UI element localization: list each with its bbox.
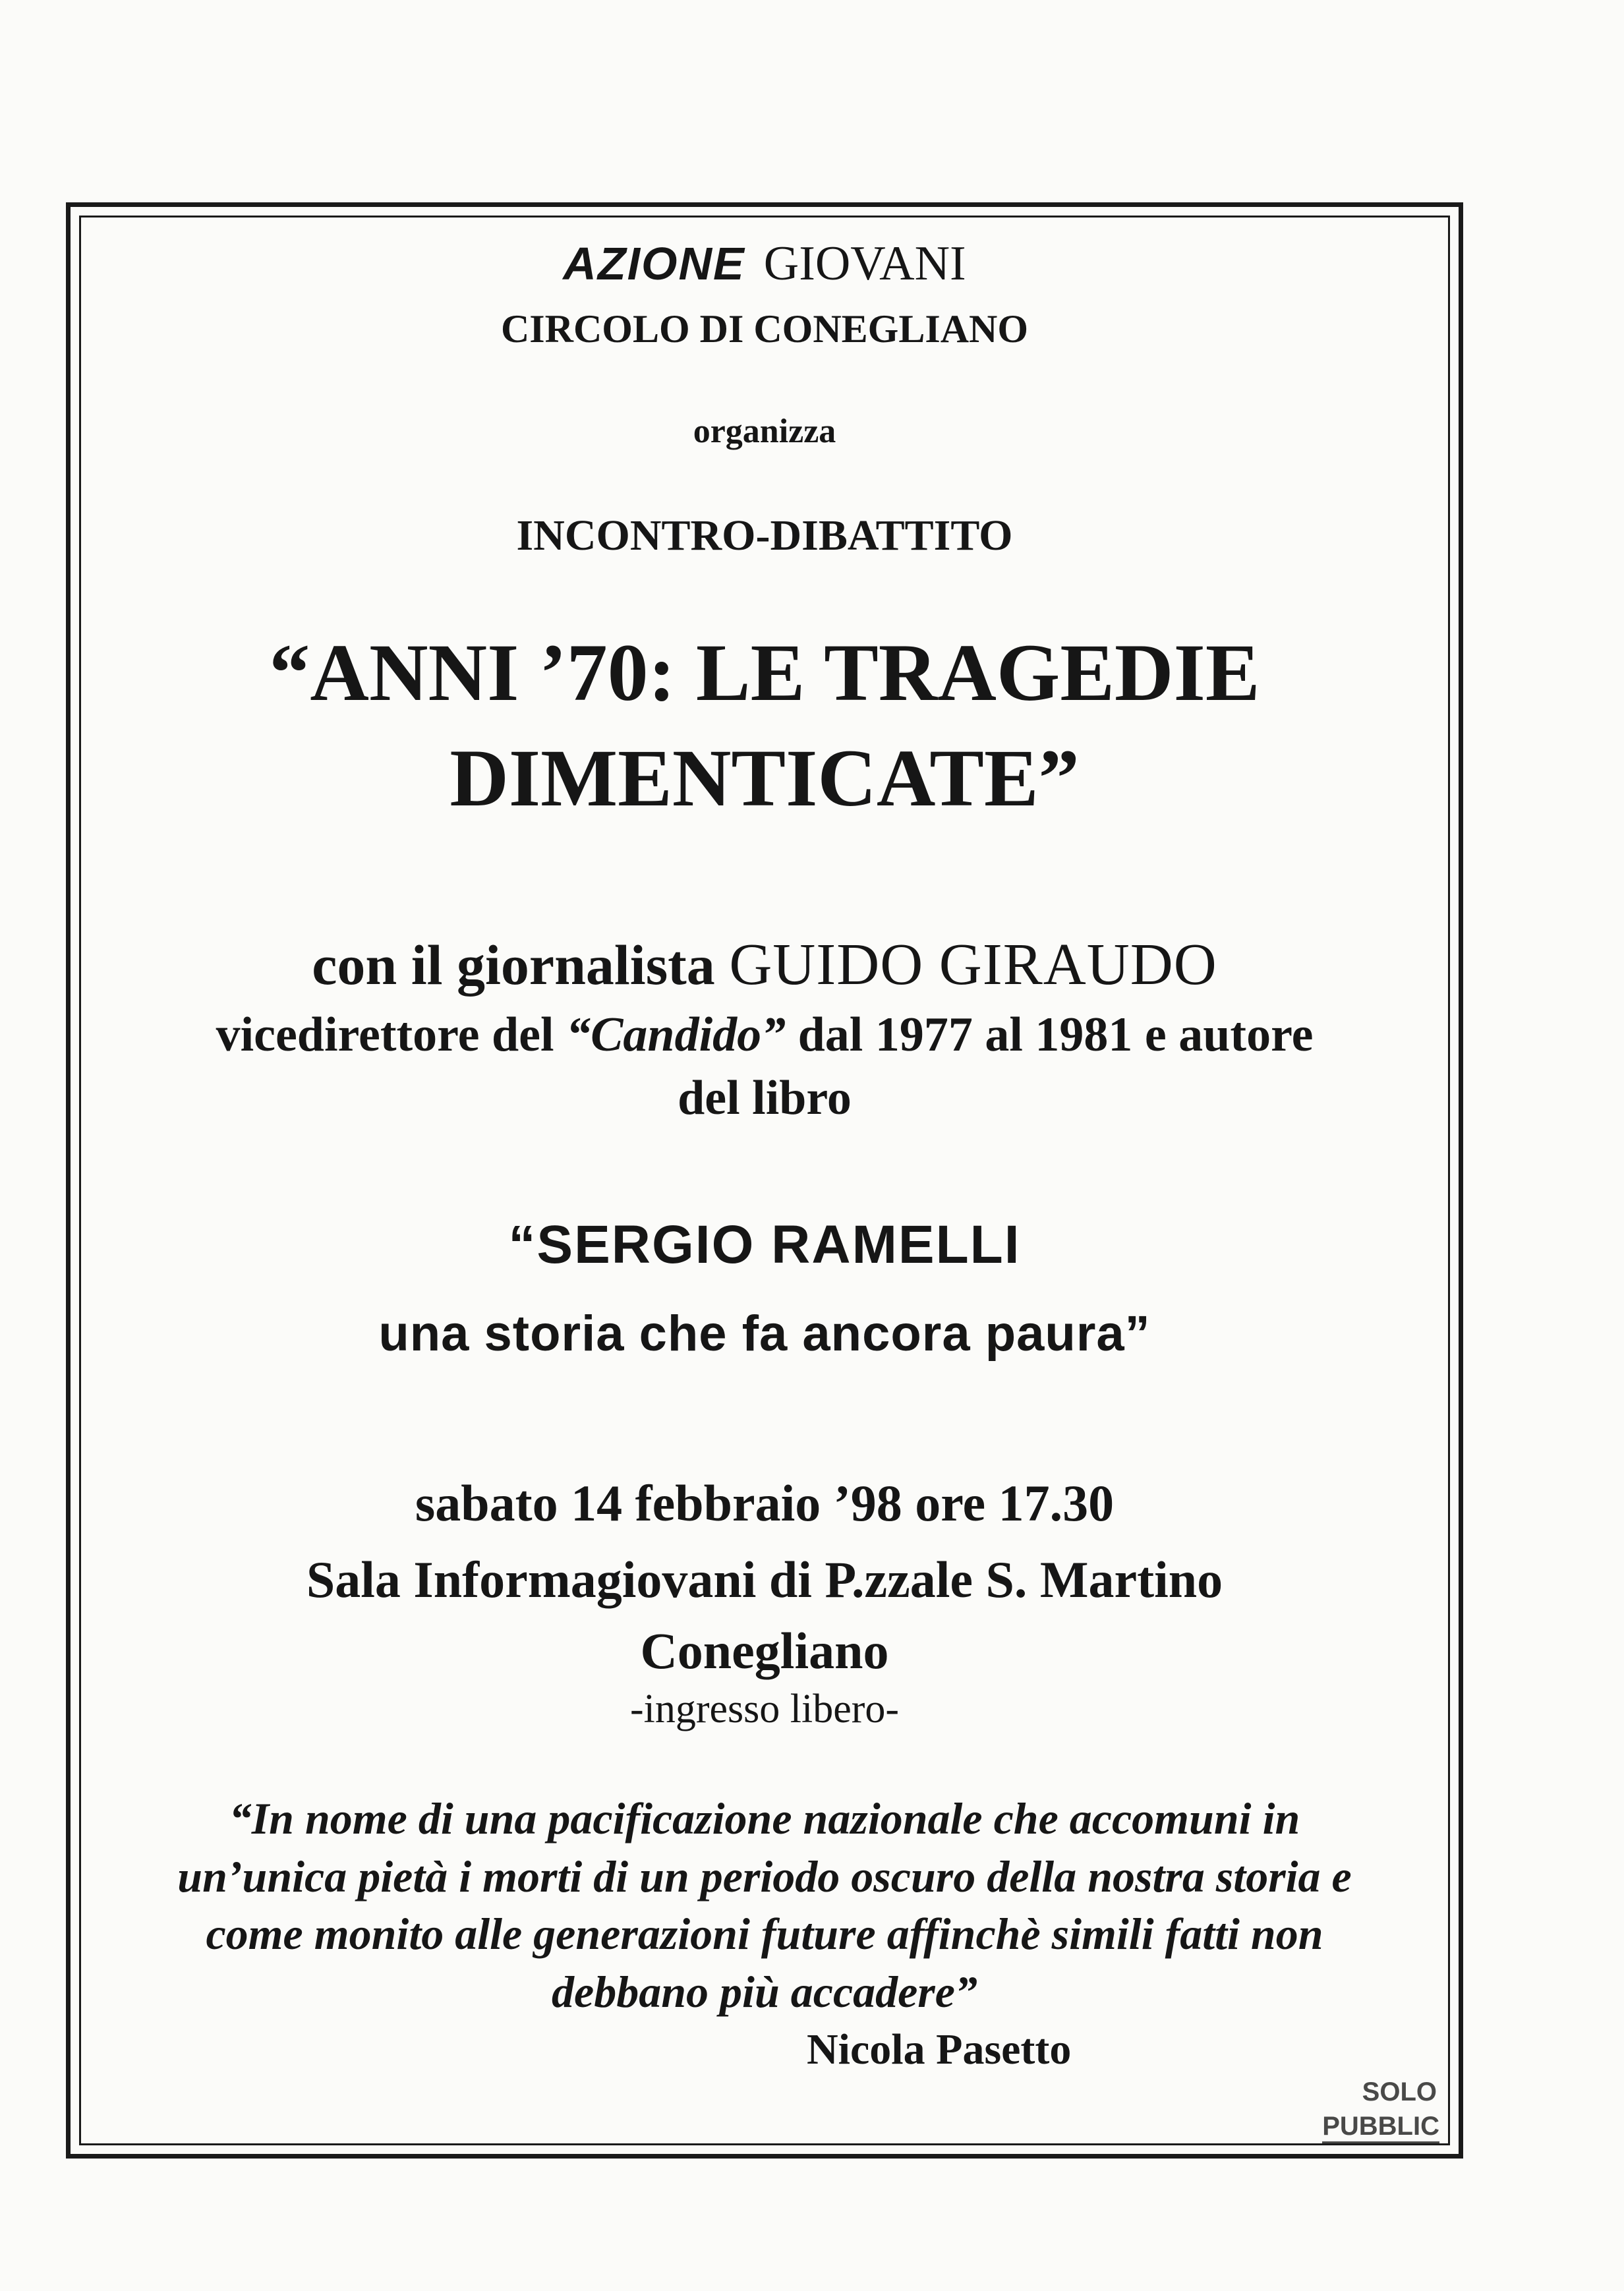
event-city: Conegliano bbox=[640, 1622, 889, 1679]
event-type: INCONTRO-DIBATTITO bbox=[516, 511, 1013, 560]
event-venue: Sala Informagiovani di P.zzale S. Martino bbox=[306, 1551, 1223, 1608]
guest-role-suffix: dal 1977 al 1981 e autore bbox=[786, 1008, 1314, 1062]
posting-stamp bbox=[1193, 2076, 1443, 2149]
organization-name bbox=[79, 236, 1450, 292]
guest-intro-text: con il giornalista bbox=[312, 933, 715, 997]
quote-line-4: debbano più accadere” bbox=[552, 1967, 977, 2017]
event-title-line-2: DIMENTICATE” bbox=[450, 733, 1080, 823]
circle-name: CIRCOLO DI CONEGLIANO bbox=[500, 307, 1029, 351]
guest-name: GUIDO GIRAUDO bbox=[729, 932, 1217, 997]
book-title-line-2: una storia che fa ancora paura” bbox=[378, 1306, 1151, 1362]
quote-author: Nicola Pasetto bbox=[807, 2025, 1072, 2074]
quote-line-2: un’unica pietà i morti di un periodo oscuro della nostra storia e bbox=[177, 1851, 1352, 1901]
guest-role bbox=[79, 1007, 1450, 1063]
book-title-line-1: “SERGIO RAMELLI bbox=[508, 1215, 1021, 1275]
organizes-label: organizza bbox=[693, 413, 836, 450]
quote-line-3: come monito alle generazioni future affinchè simili fatti non bbox=[206, 1909, 1323, 1959]
guest-role-prefix: vicedirettore del bbox=[216, 1008, 567, 1062]
quote-line-1: “In nome di una pacificazione nazionale che accomuni in bbox=[229, 1793, 1300, 1843]
event-admission: -ingresso libero- bbox=[629, 1687, 900, 1731]
guest-intro bbox=[79, 931, 1450, 999]
stamp-line-1: SOLO bbox=[1362, 2077, 1437, 2106]
guest-role-end: del libro bbox=[678, 1071, 852, 1125]
org-name-giovani: GIOVANI bbox=[763, 237, 966, 291]
org-name-azione: AZIONE bbox=[563, 238, 745, 289]
stamp-line-2: PUBBLIC bbox=[1322, 2112, 1439, 2143]
event-title-line-1: “ANNI ’70: LE TRAGEDIE bbox=[269, 627, 1260, 718]
event-date-time: sabato 14 febbraio ’98 ore 17.30 bbox=[415, 1474, 1115, 1532]
newspaper-name: “Candido” bbox=[566, 1008, 786, 1062]
